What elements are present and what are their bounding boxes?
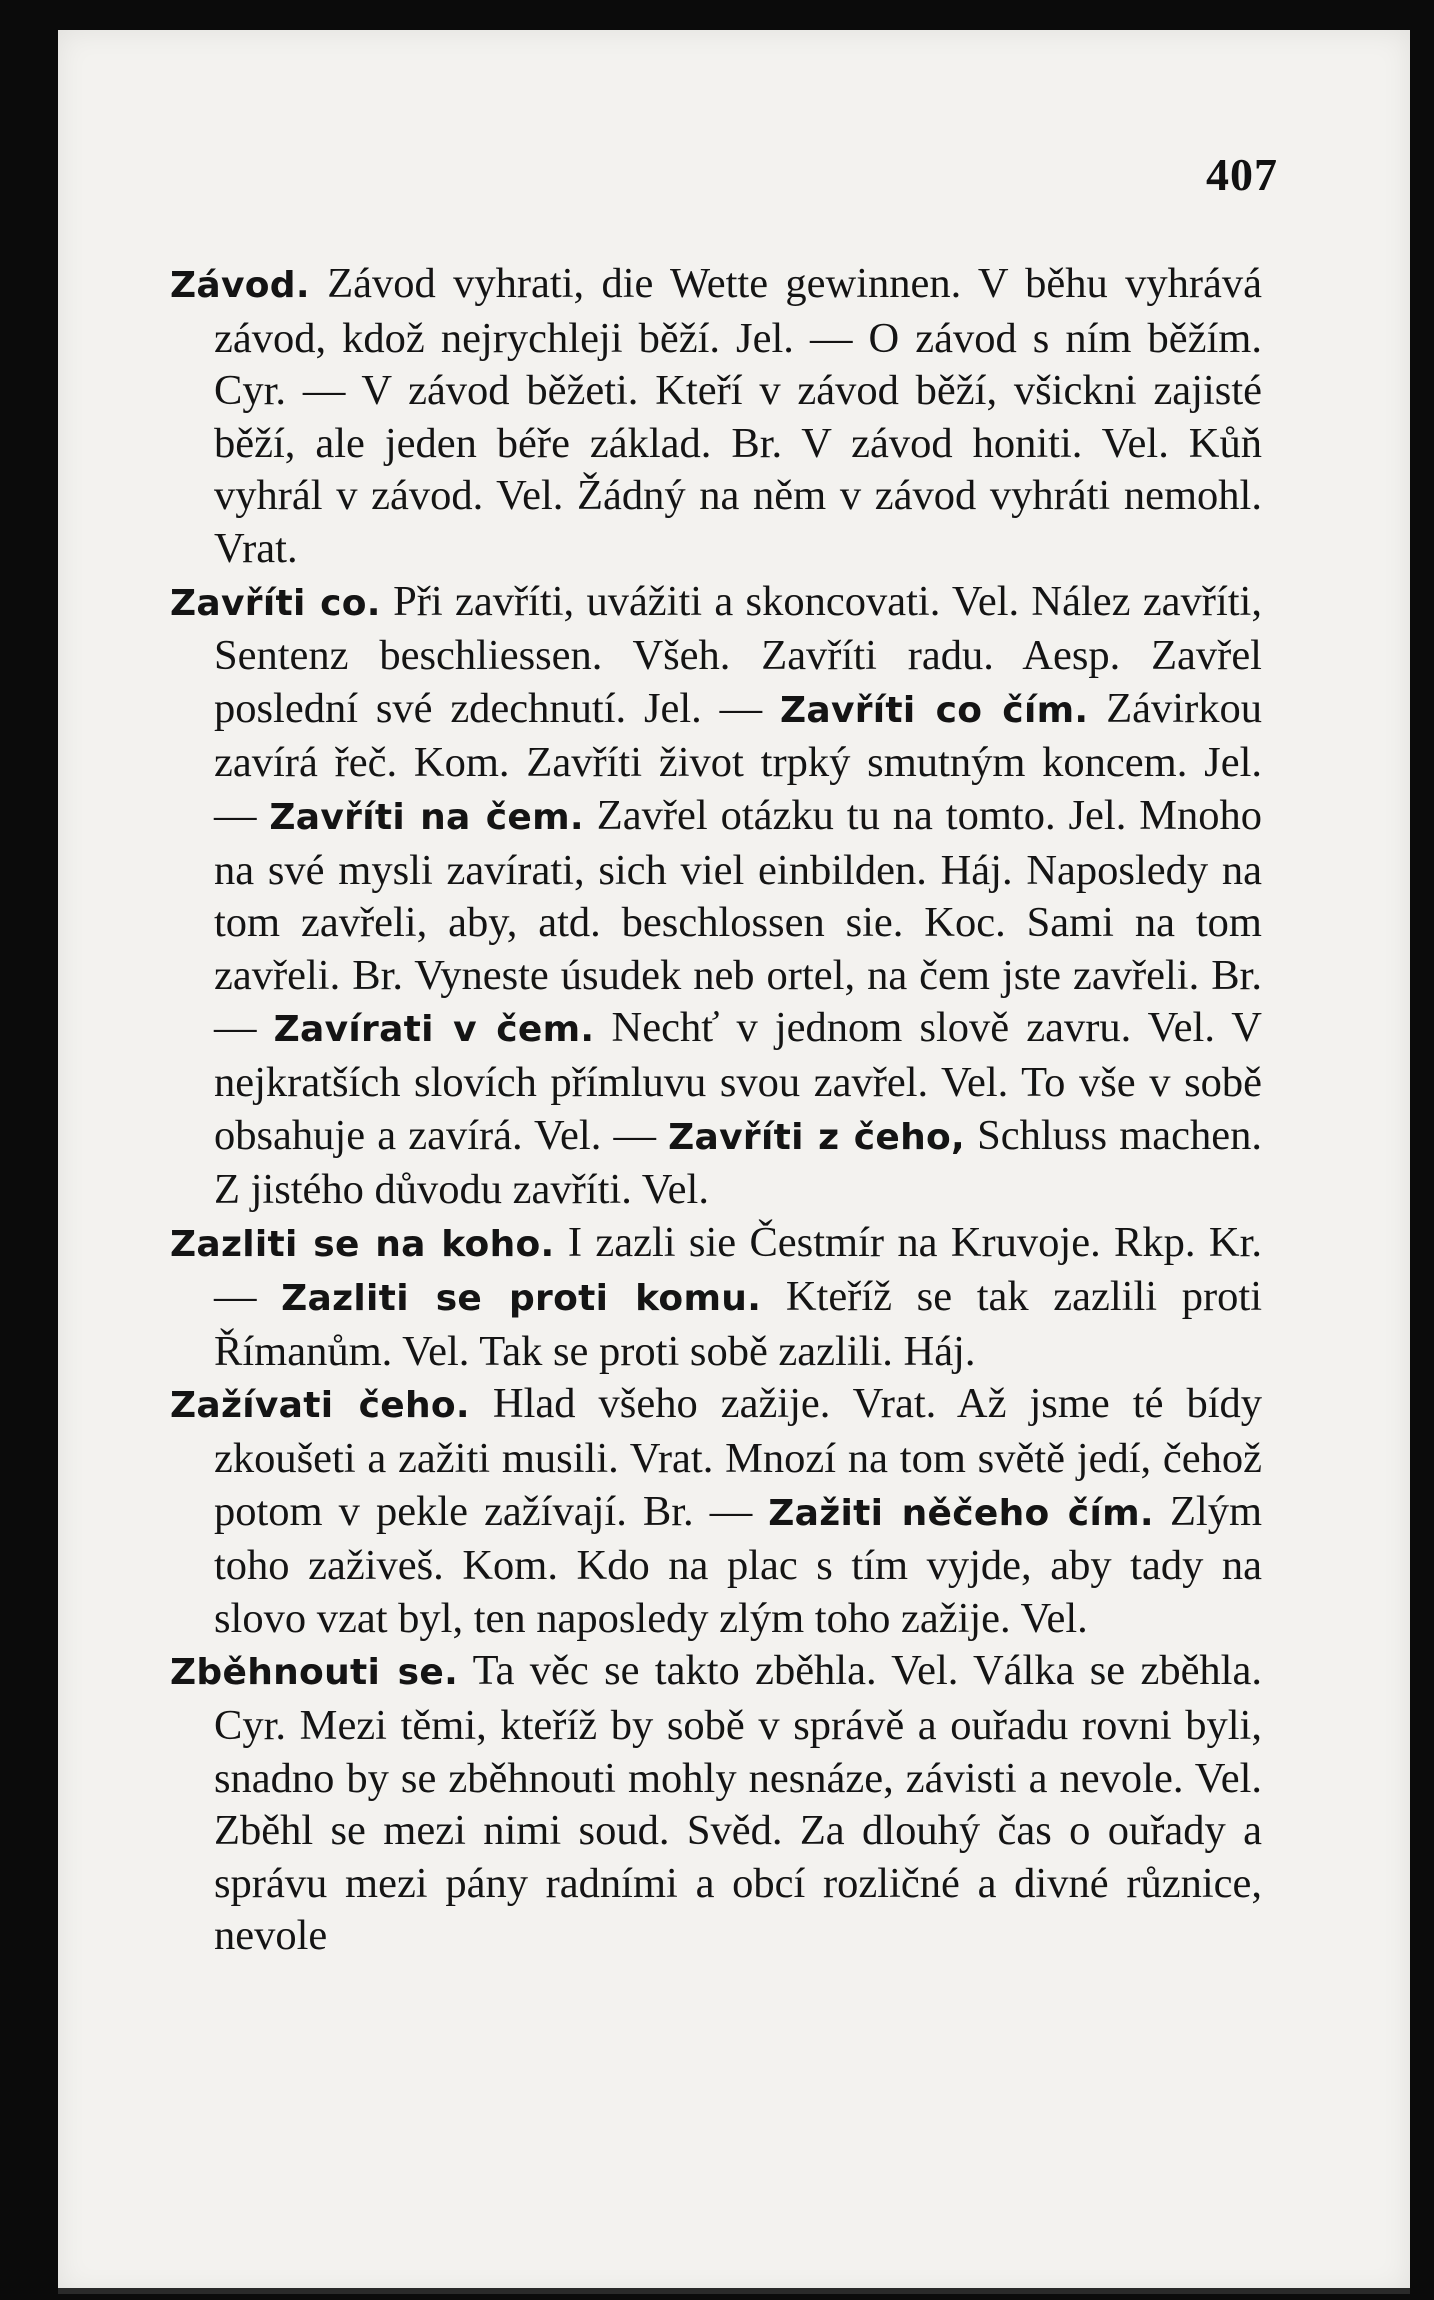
book-page	[58, 30, 1410, 2294]
entry-text: Zlým toho zaživeš. Kom. Kdo na plac s tím vyjde, aby tady na slovo vzat byl, ten naposledy zlým toho zažije. Vel.	[214, 1487, 1263, 1642]
page-edge	[58, 2288, 1410, 2294]
entry-text: Kteříž se tak zazlili proti Římanům. Vel. Tak se proti sobě zazlili. Háj.	[214, 1273, 1263, 1375]
dictionary-entry	[170, 576, 1262, 1217]
headword: Zazliti se proti komu.	[281, 1278, 762, 1320]
headword: Zavříti co.	[170, 582, 381, 624]
headword: Zběhnouti se.	[170, 1652, 459, 1694]
entry-text: Závod vyhrati, die Wette gewinnen. V běhu vyhrává závod, kdož nejrychleji běží. Jel. — O závod s ním běžím. Cyr. — V závod běžeti. Kteří v závod běží, všickni zajisté běží, ale jeden béře základ. Br. V závod honiti. Vel. Kůň vyhrál v závod. Vel. Žádný na něm v závod vyhráti nemohl. Vrat.	[214, 260, 1262, 572]
headword: Zazliti se na koho.	[170, 1223, 555, 1265]
dictionary-entry	[170, 1378, 1262, 1645]
entry-text: Schluss machen. Z jistého důvodu zavříti. Vel.	[214, 1111, 1262, 1214]
headword: Zavříti na čem.	[269, 796, 584, 838]
entry-text: Hlad všeho zažije. Vrat. Až jsme té bídy zkoušeti a zažiti musili. Vrat. Mnozí na tom světě jedí, čehož potom v pekle zažívají. Br. —	[214, 1380, 1262, 1535]
entry-text: Zavřel otázku tu na tomto. Jel. Mnoho na své mysli zavírati, sich viel einbilden. Háj. Naposledy na tom zavřeli, aby, atd. beschlossen sie. Koc. Sami na tom zavřeli. Br. Vyneste úsudek neb ortel, na čem jste zavřeli. Br. —	[214, 791, 1263, 1052]
entry-text: Závirkou zavírá řeč. Kom. Zavříti život trpký smutným koncem. Jel. —	[214, 684, 1262, 839]
headword: Zavříti co čím.	[779, 689, 1089, 731]
headword: Zavříti z čeho,	[668, 1116, 966, 1158]
dictionary-entry	[170, 1645, 1262, 1963]
headword: Zavírati v čem.	[273, 1009, 595, 1051]
headword: Závod.	[170, 265, 310, 306]
entry-text: Nechť v jednom slově zavru. Vel. V nejkratších slovích přímluvu svou zavřel. Vel. To vše v sobě obsahuje a zavírá. Vel. —	[214, 1004, 1262, 1159]
headword: Zažiti něčeho čím.	[768, 1492, 1154, 1534]
entry-text: Ta věc se takto zběhla. Vel. Válka se zběhla. Cyr. Mezi těmi, kteříž by sobě v správě a ouřadu rovni byli, snadno by se zběhnouti mohly nesnáze, závisti a nevole. Vel. Zběhl se mezi nimi soud. Svěd. Za dlouhý čas o ouřady a správu mezi pány radními a obcí rozličné a divné různice, nevole	[214, 1647, 1262, 1960]
dictionary-entry	[170, 1217, 1262, 1379]
page-number: 407	[1206, 149, 1278, 200]
dictionary-text	[170, 258, 1262, 1963]
headword: Zažívati čeho.	[170, 1385, 470, 1427]
entry-text: I zazli sie Čestmír na Kruvoje. Rkp. Kr. —	[214, 1218, 1262, 1321]
entry-text: Při zavříti, uvážiti a skoncovati. Vel. Nález zavříti, Sentenz beschliessen. Všeh. Zavříti radu. Aesp. Zavřel poslední své zdechnutí. Jel. —	[214, 577, 1262, 732]
dictionary-entry	[170, 258, 1262, 576]
